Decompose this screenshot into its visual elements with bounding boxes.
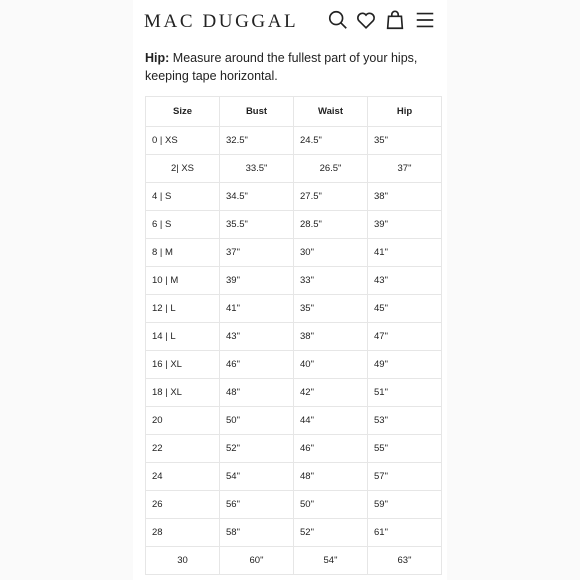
table-row [146, 155, 442, 183]
bust-cell: 41" [220, 295, 294, 323]
table-header-row [146, 97, 442, 127]
table-row [146, 295, 442, 323]
column-header-bust: Bust [220, 97, 294, 127]
bust-cell: 39" [220, 267, 294, 295]
size-cell: 26 [146, 491, 220, 519]
size-cell: 16 | XL [146, 351, 220, 379]
hip-cell: 59" [368, 491, 442, 519]
table-row [146, 127, 442, 155]
size-cell: 20 [146, 407, 220, 435]
heart-icon[interactable] [355, 9, 377, 31]
waist-cell: 46" [294, 435, 368, 463]
page [133, 0, 447, 580]
waist-cell: 50" [294, 491, 368, 519]
table-row [146, 435, 442, 463]
table-row [146, 379, 442, 407]
waist-cell: 30" [294, 239, 368, 267]
hip-cell: 55" [368, 435, 442, 463]
bust-cell: 60" [220, 547, 294, 575]
hip-cell: 38" [368, 183, 442, 211]
bust-cell: 54" [220, 463, 294, 491]
bust-cell: 33.5" [220, 155, 294, 183]
hip-cell: 43" [368, 267, 442, 295]
hip-cell: 37" [368, 155, 442, 183]
waist-cell: 54" [294, 547, 368, 575]
bust-cell: 43" [220, 323, 294, 351]
waist-cell: 48" [294, 463, 368, 491]
column-header-size: Size [146, 97, 220, 127]
bust-cell: 46" [220, 351, 294, 379]
size-cell: 28 [146, 519, 220, 547]
bust-cell: 56" [220, 491, 294, 519]
bust-cell: 58" [220, 519, 294, 547]
table-row [146, 351, 442, 379]
size-cell: 12 | L [146, 295, 220, 323]
column-header-waist: Waist [294, 97, 368, 127]
hip-cell: 41" [368, 239, 442, 267]
hip-cell: 49" [368, 351, 442, 379]
bust-cell: 50" [220, 407, 294, 435]
hip-cell: 45" [368, 295, 442, 323]
waist-cell: 33" [294, 267, 368, 295]
size-chart-table [145, 96, 442, 575]
bust-cell: 48" [220, 379, 294, 407]
brand-logo[interactable]: MAC DUGGAL [144, 11, 299, 32]
bust-cell: 52" [220, 435, 294, 463]
waist-cell: 42" [294, 379, 368, 407]
waist-cell: 44" [294, 407, 368, 435]
table-row [146, 267, 442, 295]
bust-cell: 35.5" [220, 211, 294, 239]
size-cell: 6 | S [146, 211, 220, 239]
size-cell: 22 [146, 435, 220, 463]
waist-cell: 35" [294, 295, 368, 323]
size-cell: 8 | M [146, 239, 220, 267]
bust-cell: 34.5" [220, 183, 294, 211]
size-cell: 18 | XL [146, 379, 220, 407]
table-row [146, 463, 442, 491]
bag-icon[interactable] [384, 9, 406, 31]
hip-cell: 47" [368, 323, 442, 351]
size-cell: 4 | S [146, 183, 220, 211]
search-icon[interactable] [327, 9, 349, 31]
table-row [146, 323, 442, 351]
bust-cell: 32.5" [220, 127, 294, 155]
waist-cell: 28.5" [294, 211, 368, 239]
table-row [146, 519, 442, 547]
size-cell: 10 | M [146, 267, 220, 295]
table-row [146, 407, 442, 435]
table-row [146, 183, 442, 211]
hip-cell: 35" [368, 127, 442, 155]
hip-cell: 63" [368, 547, 442, 575]
waist-cell: 38" [294, 323, 368, 351]
waist-cell: 52" [294, 519, 368, 547]
hip-cell: 57" [368, 463, 442, 491]
hip-description: Measure around the fullest part of your hips, keeping tape horizontal. [145, 51, 418, 83]
size-cell: 2| XS [146, 155, 220, 183]
waist-cell: 40" [294, 351, 368, 379]
hip-measure-instruction [145, 49, 435, 85]
column-header-hip: Hip [368, 97, 442, 127]
size-cell: 30 [146, 547, 220, 575]
waist-cell: 27.5" [294, 183, 368, 211]
bust-cell: 37" [220, 239, 294, 267]
size-cell: 24 [146, 463, 220, 491]
waist-cell: 26.5" [294, 155, 368, 183]
size-cell: 0 | XS [146, 127, 220, 155]
hip-cell: 53" [368, 407, 442, 435]
hip-cell: 39" [368, 211, 442, 239]
table-row [146, 239, 442, 267]
site-header [133, 0, 447, 40]
menu-icon[interactable] [414, 9, 436, 31]
size-cell: 14 | L [146, 323, 220, 351]
table-row [146, 211, 442, 239]
table-row [146, 547, 442, 575]
hip-cell: 61" [368, 519, 442, 547]
waist-cell: 24.5" [294, 127, 368, 155]
hip-cell: 51" [368, 379, 442, 407]
hip-label: Hip: [145, 51, 170, 65]
table-row [146, 491, 442, 519]
